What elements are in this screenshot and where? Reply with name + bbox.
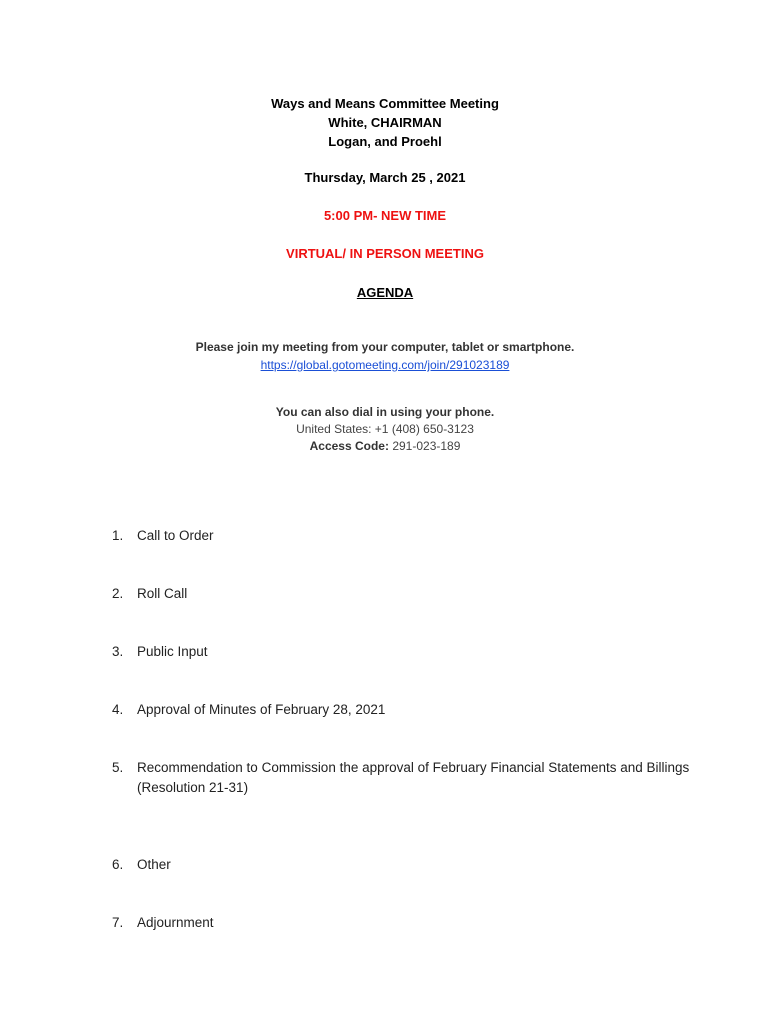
meeting-link-text[interactable]: https://global.gotomeeting.com/join/291023189: [260, 358, 510, 372]
meeting-header: [0, 94, 770, 151]
agenda-item-label: Roll Call: [137, 586, 188, 601]
agenda-item: [112, 526, 737, 546]
dial-in-instructions: You can also dial in using your phone.: [275, 405, 495, 419]
agenda-item: [112, 700, 737, 720]
access-code-label: Access Code:: [309, 439, 389, 453]
agenda-item: [112, 913, 737, 933]
agenda-item-number: 5.: [112, 760, 124, 775]
meeting-time: 5:00 PM- NEW TIME: [323, 208, 447, 223]
meeting-title: Ways and Means Committee Meeting: [271, 96, 499, 111]
agenda-item-number: 2.: [112, 586, 124, 601]
meeting-date: Thursday, March 25 , 2021: [304, 170, 466, 185]
meeting-type: VIRTUAL/ IN PERSON MEETING: [286, 246, 484, 261]
meeting-chairman: White, CHAIRMAN: [328, 115, 442, 130]
agenda-item: [112, 758, 737, 798]
meeting-link[interactable]: [0, 358, 770, 372]
agenda-item-label: Recommendation to Commission the approval of February Financial Statements and Billings (Resolution 21-31): [137, 760, 690, 795]
agenda-item-label: Adjournment: [137, 915, 214, 930]
agenda-item-number: 6.: [112, 857, 124, 872]
agenda-item: [112, 642, 737, 662]
dial-in-phone: United States: +1 (408) 650-3123: [296, 422, 474, 436]
agenda-item-number: 7.: [112, 915, 124, 930]
agenda-item-label: Public Input: [137, 644, 208, 659]
dial-in-info: [0, 404, 770, 455]
agenda-item-label: Call to Order: [137, 528, 214, 543]
agenda-item: [112, 584, 737, 604]
agenda-list: [112, 526, 712, 930]
meeting-members: Logan, and Proehl: [328, 134, 442, 149]
agenda-item-number: 1.: [112, 528, 124, 543]
agenda-title: AGENDA: [356, 285, 414, 300]
agenda-item-number: 4.: [112, 702, 124, 717]
agenda-item-label: Approval of Minutes of February 28, 2021: [137, 702, 386, 717]
agenda-item-number: 3.: [112, 644, 124, 659]
access-code-line: [0, 438, 770, 455]
join-instructions: Please join my meeting from your computer, tablet or smartphone.: [195, 340, 575, 354]
access-code-value: 291-023-189: [392, 439, 461, 453]
agenda-item-label: Other: [137, 857, 171, 872]
agenda-item: [112, 855, 737, 875]
